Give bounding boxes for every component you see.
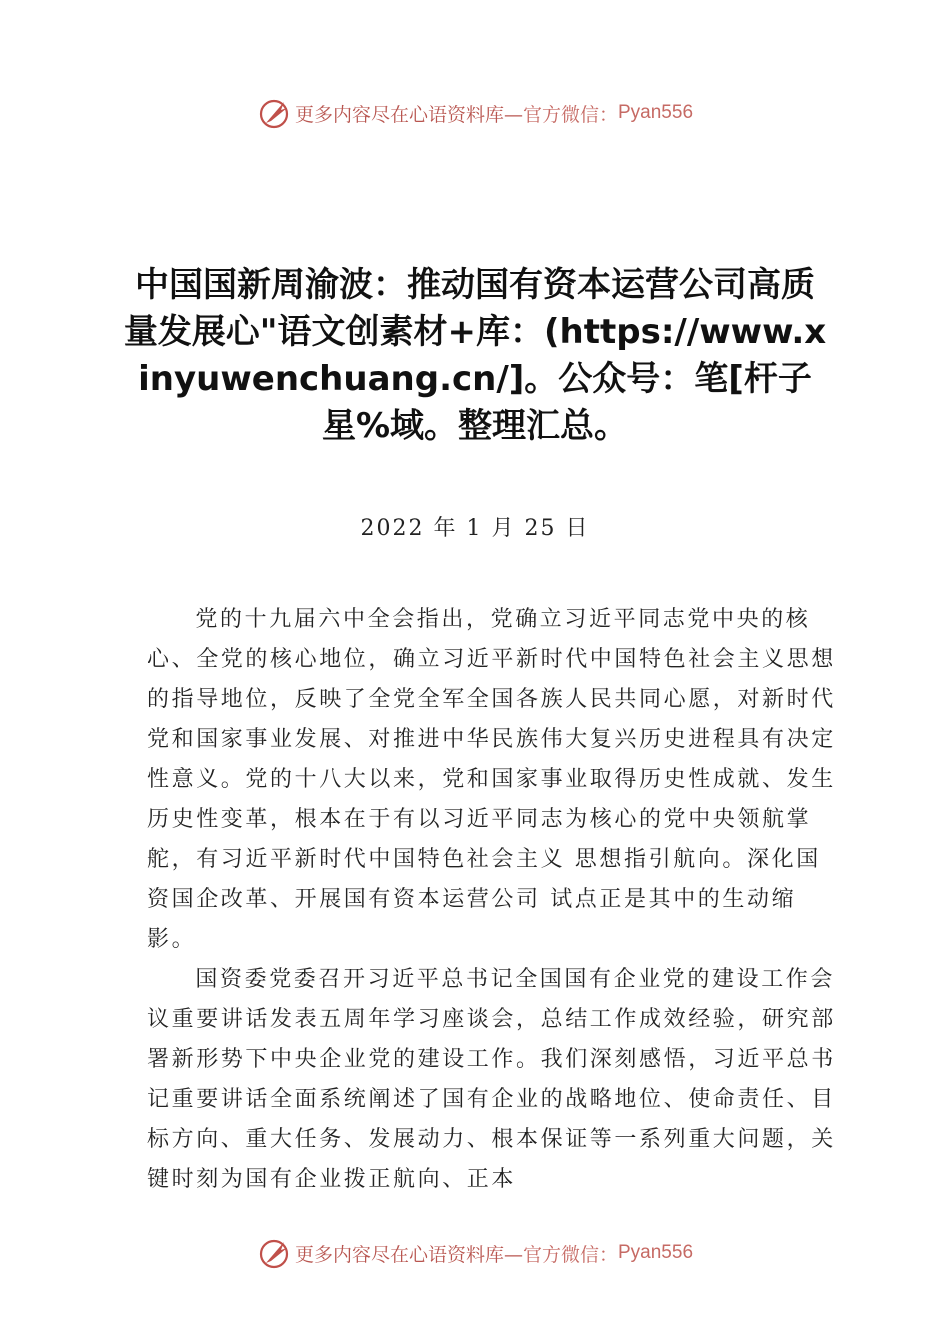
document-body [147, 600, 837, 1200]
footer-banner [0, 1233, 950, 1273]
document-date: 2022 年 1 月 25 日 [360, 516, 590, 541]
banner-wechat-label: 官方微信： [522, 103, 618, 126]
document-title: 中国国新周渝波：推动国有资本运营公司高质量发展心"语文创素材+库：(https://www.xinyuwenchuang.cn/]。公众号：笔[杆子星%域。整理汇总。 [123, 265, 827, 446]
banner-wechat-label: 官方微信： [522, 1243, 618, 1266]
banner-wechat-id: Pyan556 [618, 102, 694, 123]
banner-text: 更多内容尽在心语资料库— [294, 103, 523, 126]
paragraph: 国资委党委召开习近平总书记全国国有企业党的建设工作会议重要讲话发表五周年学习座谈会，总结工作成效经验，研究部署新形势下中央企业党的建设工作。我们深刻感悟，习近平总书记重要讲话全面系统阐述了国有企业的战略地位、使命责任、目标方向、重大任务、发展动力、根本保证等一系列重大问题，关键时刻为国有企业拨正航向、正本 [147, 967, 836, 1192]
banner-wechat-id: Pyan556 [618, 1242, 694, 1263]
banner-text: 更多内容尽在心语资料库— [294, 1243, 523, 1266]
paragraph: 党的十九届六中全会指出，党确立习近平同志党中央的核心、全党的核心地位，确立习近平新时代中国特色社会主义思想的指导地位，反映了全党全军全国各族人民共同心愿，对新时代党和国家事业发展、对推进中华民族伟大复兴历史进程具有决定性意义。党的十八大以来，党和国家事业取得历史性成就、发生历史性变革，根本在于有以习近平同志为核心的党中央领航掌舵，有习近平新时代中国特色社会主义 思想指引航向。深化国资国企改革、开展国有资本运营公司 试点正是其中的生动缩影。 [147, 607, 836, 952]
quill-logo-icon [257, 96, 291, 130]
quill-logo-icon [257, 1236, 291, 1270]
header-banner [0, 93, 950, 133]
